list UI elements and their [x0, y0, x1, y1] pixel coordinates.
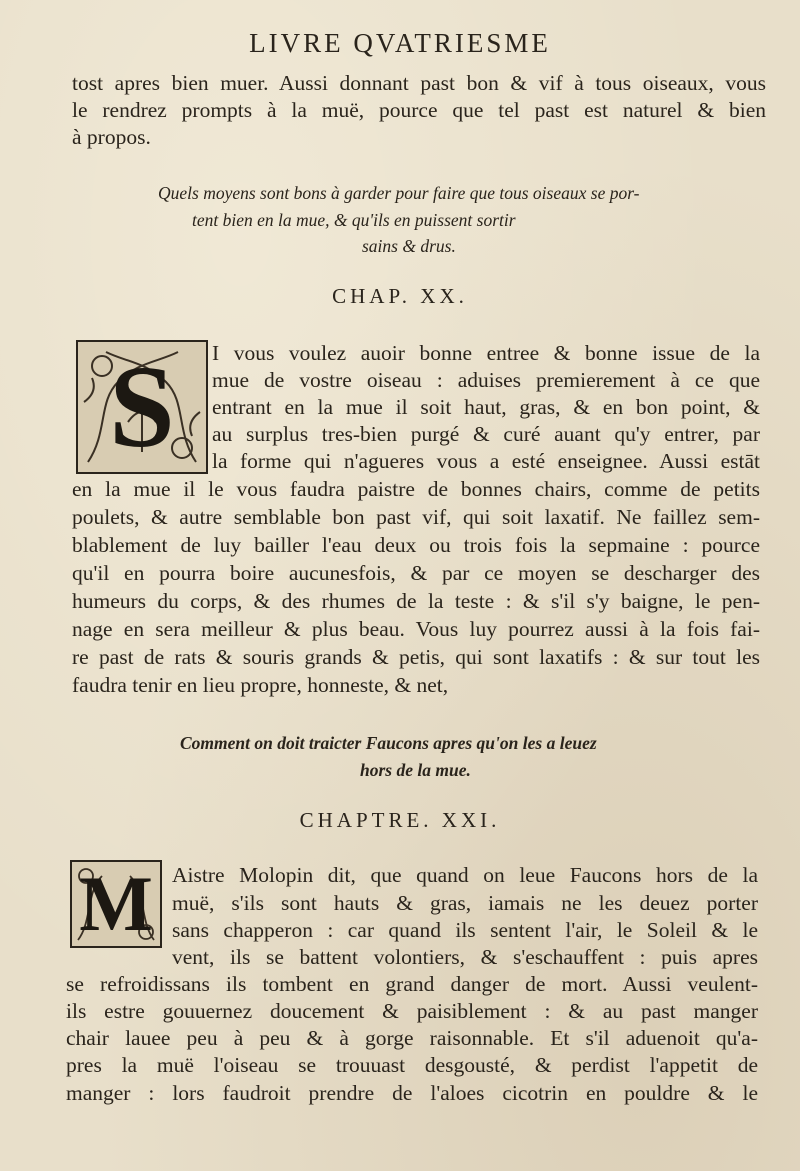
- text-line: faudra tenir en lieu propre, honneste, & net,: [72, 673, 449, 697]
- text-line: nage en sera meilleur & plus beau. Vous luy pourrez aussi à la fois fai-: [72, 617, 760, 641]
- text-line: la forme qui n'agueres vous a esté enseignee. Aussi estāt: [212, 449, 760, 473]
- text-line: en la mue il le vous faudra paistre de bonnes chairs, comme de petits: [72, 477, 760, 501]
- drop-cap-m: [70, 860, 162, 948]
- text-line: manger : lors faudroit prendre de l'aloes cicotrin en pouldre & le: [66, 1081, 758, 1105]
- text-line: poulets, & autre semblable bon past vif, qui soit laxatif. Ne faillez sem-: [72, 505, 760, 529]
- text-line: vent, ils se battent volontiers, & s'eschauffent : puis apres: [172, 945, 758, 969]
- chapter-heading-line: Quels moyens sont bons à garder pour faire que tous oiseaux se por-: [158, 183, 640, 203]
- text-line: sans chapperon : car quand ils sentent l'air, le Soleil & le: [172, 918, 758, 942]
- text-line: Aistre Molopin dit, que quand on leue Faucons hors de la: [172, 863, 758, 887]
- text-line: se refroidissans ils tombent en grand danger de mort. Aussi veulent-: [66, 972, 758, 996]
- text-line: re past de rats & souris grands & petis, qui sont laxatifs : & sur tout les: [72, 645, 760, 669]
- text-line: au surplus tres-bien purgé & curé auant qu'y entrer, par: [212, 422, 760, 446]
- running-header: LIVRE QVATRIESME: [249, 28, 551, 58]
- text-line: ils estre gouuernez doucement & paisiblement : & au past manger: [66, 999, 758, 1023]
- text-line: muë, s'ils sont hauts & gras, iamais ne les deuez porter: [172, 891, 758, 915]
- chapter-heading-line: hors de la mue.: [360, 760, 471, 780]
- text-line: tost apres bien muer. Aussi donnant past bon & vif à tous oiseaux, vous: [72, 71, 766, 95]
- text-line: le rendrez prompts à la muë, pource que tel past est naturel & bien: [72, 98, 766, 122]
- drop-cap-s: [76, 340, 208, 474]
- text-line: humeurs du corps, & des rhumes de la teste : & s'il s'y baigne, le pen-: [72, 589, 760, 613]
- drop-cap-letter: M: [79, 860, 153, 947]
- chapter-heading-line: Comment on doit traicter Faucons apres qu'on les a leuez: [180, 733, 597, 753]
- text-line: mue de vostre oiseau : aduises premierement à ce que: [212, 368, 760, 392]
- chapter-heading-line: tent bien en la mue, & qu'ils en puissent sortir: [192, 210, 516, 230]
- text-line: chair lauee peu à peu & à gorge raisonnable. Et s'il aduenoit qu'a-: [66, 1026, 758, 1050]
- text-line: I vous voulez auoir bonne entree & bonne issue de la: [212, 341, 760, 365]
- text-line: qu'il en pourra boire aucunesfois, & par ce moyen se descharger des: [72, 561, 760, 585]
- drop-cap-letter: S: [109, 341, 175, 472]
- text-line: entrant en la mue il soit haut, gras, & en bon point, &: [212, 395, 760, 419]
- chapter-number: CHAP. XX.: [332, 284, 468, 308]
- chapter-number: CHAPTRE. XXI.: [299, 808, 501, 832]
- text-line: pres la muë l'oiseau se trouuast desgousté, & perdist l'appetit de: [66, 1053, 758, 1077]
- chapter-heading-line: sains & drus.: [362, 236, 456, 256]
- text-line: à propos.: [72, 125, 151, 149]
- text-line: blablement de luy bailler l'eau deux ou trois fois la sepmaine : pource: [72, 533, 760, 557]
